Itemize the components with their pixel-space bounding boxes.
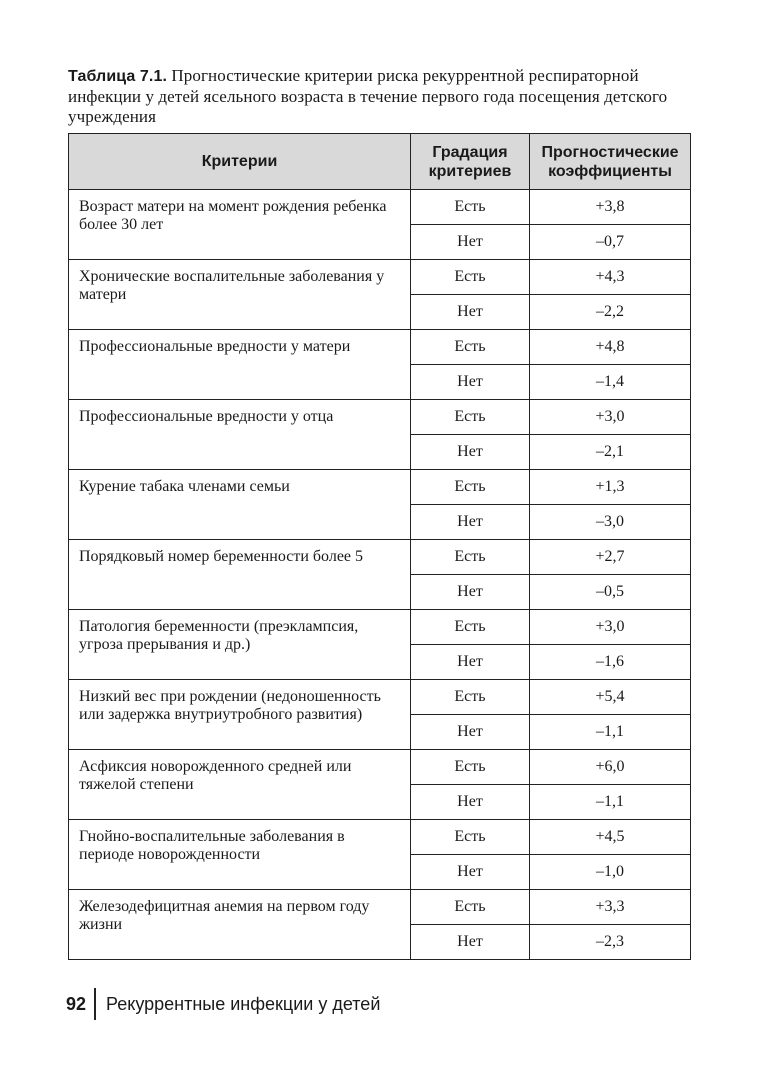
coefficient-no-cell: –0,7	[530, 225, 691, 260]
criterion-cell: Курение табака членами семьи	[69, 470, 411, 540]
coefficient-yes-cell: +3,0	[530, 400, 691, 435]
coefficient-yes-cell: +3,3	[530, 890, 691, 925]
criterion-cell: Патология беременности (преэклампсия, угроза прерывания и др.)	[69, 610, 411, 680]
gradation-no-cell: Нет	[411, 225, 530, 260]
gradation-no-cell: Нет	[411, 365, 530, 400]
coefficient-no-cell: –0,5	[530, 575, 691, 610]
page-footer	[66, 990, 380, 1018]
coefficient-yes-cell: +5,4	[530, 680, 691, 715]
coefficient-yes-cell: +6,0	[530, 750, 691, 785]
gradation-yes-cell: Есть	[411, 680, 530, 715]
table-row	[69, 610, 691, 645]
gradation-yes-cell: Есть	[411, 750, 530, 785]
table-row	[69, 470, 691, 505]
table-row	[69, 540, 691, 575]
table-row	[69, 820, 691, 855]
criteria-table	[68, 133, 691, 960]
gradation-yes-cell: Есть	[411, 330, 530, 365]
criterion-cell: Асфиксия новорожденного средней или тяжелой степени	[69, 750, 411, 820]
gradation-no-cell: Нет	[411, 295, 530, 330]
criterion-cell: Профессиональные вредности у матери	[69, 330, 411, 400]
coefficient-yes-cell: +3,0	[530, 610, 691, 645]
gradation-yes-cell: Есть	[411, 190, 530, 225]
coefficient-yes-cell: +2,7	[530, 540, 691, 575]
gradation-no-cell: Нет	[411, 855, 530, 890]
table-row	[69, 400, 691, 435]
coefficient-no-cell: –1,4	[530, 365, 691, 400]
table-row	[69, 750, 691, 785]
running-title: Рекуррентные инфекции у детей	[106, 993, 381, 1014]
coefficient-yes-cell: +1,3	[530, 470, 691, 505]
gradation-no-cell: Нет	[411, 435, 530, 470]
coefficient-no-cell: –2,2	[530, 295, 691, 330]
table-caption	[68, 66, 682, 127]
header-coefficients: Прогностические коэффициенты	[530, 134, 691, 190]
table-row	[69, 680, 691, 715]
caption-label: Таблица 7.1.	[68, 68, 168, 85]
table-row	[69, 260, 691, 295]
criteria-table-wrapper	[68, 133, 691, 960]
gradation-no-cell: Нет	[411, 575, 530, 610]
coefficient-no-cell: –3,0	[530, 505, 691, 540]
coefficient-no-cell: –1,6	[530, 645, 691, 680]
criterion-cell: Железодефицитная анемия на первом году жизни	[69, 890, 411, 960]
coefficient-yes-cell: +3,8	[530, 190, 691, 225]
table-row	[69, 890, 691, 925]
table-body	[69, 190, 691, 960]
gradation-yes-cell: Есть	[411, 610, 530, 645]
coefficient-no-cell: –1,1	[530, 715, 691, 750]
caption-text: Прогностические критерии риска рекуррентной респираторной инфекции у детей ясельного возраста в течение первого года посещения детского учреждения	[68, 66, 668, 126]
gradation-yes-cell: Есть	[411, 400, 530, 435]
coefficient-no-cell: –1,1	[530, 785, 691, 820]
coefficient-yes-cell: +4,3	[530, 260, 691, 295]
coefficient-yes-cell: +4,8	[530, 330, 691, 365]
criterion-cell: Профессиональные вредности у отца	[69, 400, 411, 470]
coefficient-no-cell: –2,1	[530, 435, 691, 470]
coefficient-no-cell: –1,0	[530, 855, 691, 890]
gradation-no-cell: Нет	[411, 505, 530, 540]
footer-divider	[94, 988, 96, 1020]
coefficient-yes-cell: +4,5	[530, 820, 691, 855]
gradation-yes-cell: Есть	[411, 890, 530, 925]
table-header-row	[69, 134, 691, 190]
gradation-yes-cell: Есть	[411, 820, 530, 855]
criterion-cell: Порядковый номер беременности более 5	[69, 540, 411, 610]
criterion-cell: Гнойно-воспалительные заболевания в периоде новорожденности	[69, 820, 411, 890]
gradation-no-cell: Нет	[411, 925, 530, 960]
gradation-yes-cell: Есть	[411, 470, 530, 505]
page-number: 92	[66, 993, 87, 1014]
header-criteria: Критерии	[69, 134, 411, 190]
criterion-cell: Возраст матери на момент рождения ребенка более 30 лет	[69, 190, 411, 260]
criterion-cell: Хронические воспалительные заболевания у матери	[69, 260, 411, 330]
gradation-no-cell: Нет	[411, 715, 530, 750]
gradation-yes-cell: Есть	[411, 260, 530, 295]
table-row	[69, 330, 691, 365]
gradation-no-cell: Нет	[411, 785, 530, 820]
gradation-yes-cell: Есть	[411, 540, 530, 575]
coefficient-no-cell: –2,3	[530, 925, 691, 960]
table-row	[69, 190, 691, 225]
criterion-cell: Низкий вес при рождении (недоношенность или задержка внутриутробного развития)	[69, 680, 411, 750]
header-gradation: Градация критериев	[411, 134, 530, 190]
gradation-no-cell: Нет	[411, 645, 530, 680]
